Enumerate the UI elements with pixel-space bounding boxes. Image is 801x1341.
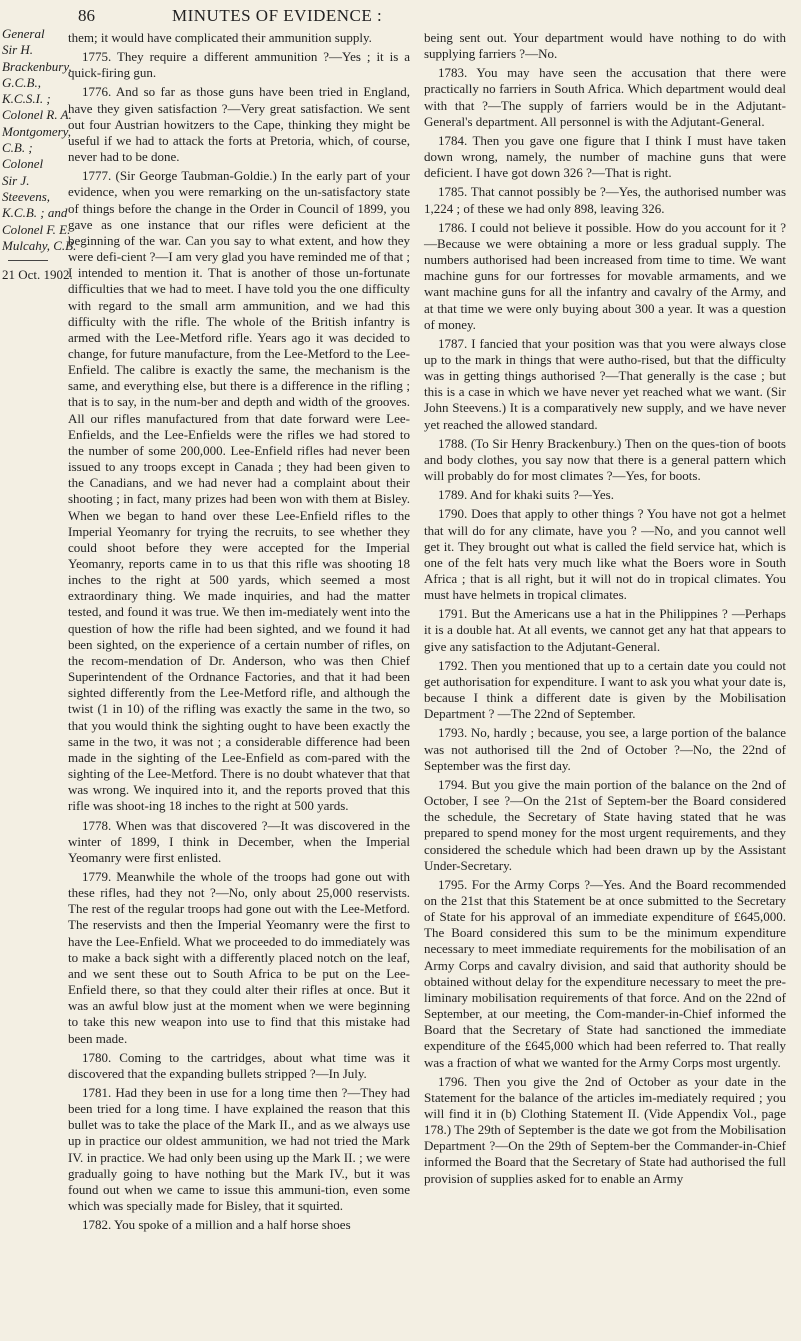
paragraph: 1790. Does that apply to other things ? You have not got a helmet that will do for any climate, have you ? —No, and you cannot well get it. They brought out what is called the field service hat, which is one of the felt hats very much like what the Boers wore in South Africa ; that is all right, but it will not do in tropical climates. You must have helmets in tropical climates.	[424, 506, 786, 603]
witness-margin-note	[2, 26, 77, 283]
paragraph: 1788. (To Sir Henry Brackenbury.) Then on the ques-tion of boots and body clothes, you say now that there is a general pattern which will probably do for most climates ?—Yes, for boots.	[424, 435, 786, 484]
paragraph: 1782. You spoke of a million and a half horse shoes	[82, 1217, 351, 1233]
paragraph: 1796. Then you give the 2nd of October as your date in the Statement for the balance of the articles im-mediately required ; you will find it in (b) Clothing Statement II. (Vide Appendix Vol., page 178.) The 29th of September is the date we got from the Mobilisation Department ?—On the 29th of Septem-ber the Commander-in-Chief informed the Board that the Secretary of State had authorised the full provision of supplies asked for to enable an Army	[424, 1073, 786, 1186]
right-column	[424, 30, 786, 1190]
margin-divider	[8, 260, 48, 261]
paragraph: 1776. And so far as those guns have been tried in England, have they given satisfaction ?—Very great satisfaction. We sent out four Austrian howitzers to the Cape, thinking they might be useful if we had to attack the forts at Pretoria, which, of course, never had to be done.	[68, 84, 410, 165]
margin-line: K.C.S.I. ;	[2, 91, 51, 107]
page-number: 86	[78, 6, 95, 25]
margin-line: C.B. ;	[2, 140, 33, 156]
paragraph: 1794. But you give the main portion of the balance on the 2nd of October, I see ?—On the 21st of Septem-ber the Board considered the schedule, the Secretary of State having stated that he was prepared to spend money for the most urgent requirements, and they considered the schedule which had been drawn up by the Assistant Under-Secretary.	[424, 776, 786, 873]
paragraph: 1785. That cannot possibly be ?—Yes, the authorised number was 1,224 ; of these we had only 898, leaving 326.	[424, 184, 786, 216]
margin-line: Sir J.	[2, 172, 30, 188]
running-head: MINUTES OF EVIDENCE :	[172, 6, 383, 25]
paragraph: 1778. When was that discovered ?—It was discovered in the winter of 1899, I think in December, when the Imperial Yeomanry were first enlisted.	[68, 817, 410, 865]
margin-line: Colonel R. A.	[2, 107, 72, 123]
paragraph: being sent out. Your department would have nothing to do with supplying farriers ?—No.	[424, 30, 786, 62]
paragraph: 1783. You may have seen the accusation that there were practically no farriers in South Africa. Which department would deal with that ?—The supply of farriers would be in the Adjutant-General's department. All personnel is with the Adjutant-General.	[424, 65, 786, 129]
paragraph: 1791. But the Americans use a hat in the Philippines ? —Perhaps it is a double hat. At all events, we cannot get any hat that appears to give any satisfaction to the Adjutant-General.	[424, 606, 786, 654]
page-header	[0, 6, 801, 28]
paragraph: 1786. I could not believe it possible. How do you account for it ?—Because we were obtaining a more or less gradual supply. The numbers authorised had been increased from time to time. We want machine guns for our fortresses for movable armaments, and we want machine guns for all the infantry and cavalry of the Army, and at that time we were only buying about 300 a year. It was a question of money.	[424, 219, 786, 332]
paragraph: 1775. They require a different ammunition ?—Yes ; it is a quick-firing gun.	[68, 49, 410, 81]
paragraph: 1779. Meanwhile the whole of the troops had gone out with these rifles, had they not ?—No, only about 25,000 reservists. The rest of the regular troops had gone out with the Lee-Metford. The reservists and then the Imperial Yeomanry were the first to have the Lee-Enfield. What we proceeded to do immediately was to make a back sight with a differently placed notch on the leaf, and we sent these out to South Africa to be put on the Lee-Enfield there, so that they could alter their rifles at once. But it was an awful blow just at the moment when we were beginning to take this new weapon into use to find that this mistake had been made.	[68, 868, 410, 1046]
margin-line: K.C.B. ; and	[2, 205, 68, 221]
margin-line: General	[2, 26, 45, 41]
margin-line: Sir H.	[2, 42, 34, 58]
paragraph: 1781. Had they been in use for a long time then ?—They had been tried for a long time. I have explained the reason that this bullet was to take the place of the Mark II., and as we always use up in practice our oldest ammunition, we had not tried the Mark IV. in practice. We had only been using up the Mark II. ; we were gradually going to have nothing but the Mark IV., but it was found out when we came to issue this ammuni-tion, even some which was specially made for Bisley, that it squirted.	[68, 1085, 410, 1214]
paragraph: 1780. Coming to the cartridges, about what time was it discovered that the expanding bullets stripped ?—In July.	[68, 1049, 410, 1081]
paragraph: 1787. I fancied that your position was that you were always close up to the mark in things that were autho-rised, but that the difficulty was in getting things authorised ?—That generally is the case ; but this is a case in which we have never yet reached what we want. (Sir John Steevens.) It is a comparatively new supply, and we have never yet reached the allowed standard.	[424, 335, 786, 432]
left-column	[68, 30, 410, 1236]
paragraph: 1792. Then you mentioned that up to a certain date you could not get authorisation for expenditure. I want to ask you what your date is, because I think a different date is given by the Mobilisation Department ? —The 22nd of September.	[424, 657, 786, 722]
margin-date: 21 Oct. 1902.	[2, 267, 73, 283]
margin-line: G.C.B.,	[2, 74, 41, 90]
paragraph: 1777. (Sir George Taubman-Goldie.) In the early part of your evidence, when you were remarking on the un-satisfactory state of things before the change in the Order in Council of 1899, you gave as one instance that our rifles were deficient at the beginning of the war. Can you say to what extent, and how they were defi-cient ?—I am very glad you have reminded me of that ; I intended to mention it. That is another of those un-fortunate difficulties that we had to meet. I have told you the one difficulty with regard to the small arm ammunition, and we had this difficulty with the rifle. The whole of the British infantry is armed with the Lee-Metford rifle. Years ago it was decided to change, for future manufacture, from the Lee-Metford to the Lee-Enfield. The calibre is exactly the same, the mechanism is the same, and everything else, but there is a difference in the rifling ; that is to say, in the num-ber and depth and width of the grooves. All our rifles manufactured from that date forward were Lee-Enfields, and the Lee-Enfields were the rifles we had stored to the number of some 200,000. Lee-Enfield rifles had never been issued to any troops except in Canada ; they had been given to the Canadians, and we had never had a complaint about their shooting ; in fact, many prizes had been won with them at Bisley. When we began to hand over these Lee-Enfield rifles to the Imperial Yeomanry for trying the recruits, to see whether they could shoot before they were accepted for the Imperial Yeomanry, reports came in to us that this rifle was shooting 18 inches to the right at 500 yards, which seemed a most extraordinary thing. We made inquiries, and had the matter tested, and found it was true. We then im-mediately went into the question of how the rifle had been sighted, and we found it had been sighted, on the experience of a certain number of rifles, on the recom-mendation of Dr. Anderson, who was then Chief Superintendent of the Ordnance Factories, and that it had been sighted differently from the Lee-Metford rifle, and although the twist (1 in 10) of the rifling was exactly the same in the two, so that you would think the sighting ought to have been exactly the same in the two, it was not ; a considerable difference had been made in the sighting of the Lee-Enfield as com-pared with the sighting of the Lee-Metford. There is no doubt whatever that that was wrong. We inquired into it, and the reports proved that this rifle was shoot-ing 18 inches to the right at 500 yards.	[68, 168, 410, 814]
margin-line: Colonel	[2, 156, 44, 172]
margin-line: Colonel F. E.	[2, 221, 71, 237]
paragraph: them; it would have complicated their ammunition supply.	[68, 30, 372, 45]
margin-line: Brackenbury,	[2, 58, 72, 74]
margin-line: Montgomery,	[2, 123, 71, 139]
paragraph: 1789. And for khaki suits ?—Yes.	[438, 487, 614, 503]
margin-line: Steevens,	[2, 188, 51, 204]
paragraph: 1784. Then you gave one figure that I think I must have taken down wrong, namely, the number of machine guns that were deficient. I have got down 326 ?—That is right.	[424, 132, 786, 181]
paragraph: 1795. For the Army Corps ?—Yes. And the Board recommended on the 21st that this Statement be at once submitted to the Secretary of State for his approval of an immediate expenditure of £645,000. The Board considered this sum to be the minimum expenditure necessary to meet immediate requirements for the mobilisation of an Army Corps and cavalry division, and said that authority should be obtained without delay for the expenditure necessary to meet the pre-liminary mobilisation requirements of that force. And on the 22nd of September, at our meeting, the Com-mander-in-Chief informed the Board that the Secretary of State had sanctioned the immediate expenditure of the £645,000 which had been referred to. That really was a fraction of what we wanted for the Army Corps most urgently.	[424, 876, 786, 1070]
margin-line: Mulcahy, C.B.	[2, 237, 77, 253]
paragraph: 1793. No, hardly ; because, you see, a large portion of the balance was not authorised till the 2nd of October ?—No, the 22nd of September was the first day.	[424, 725, 786, 773]
